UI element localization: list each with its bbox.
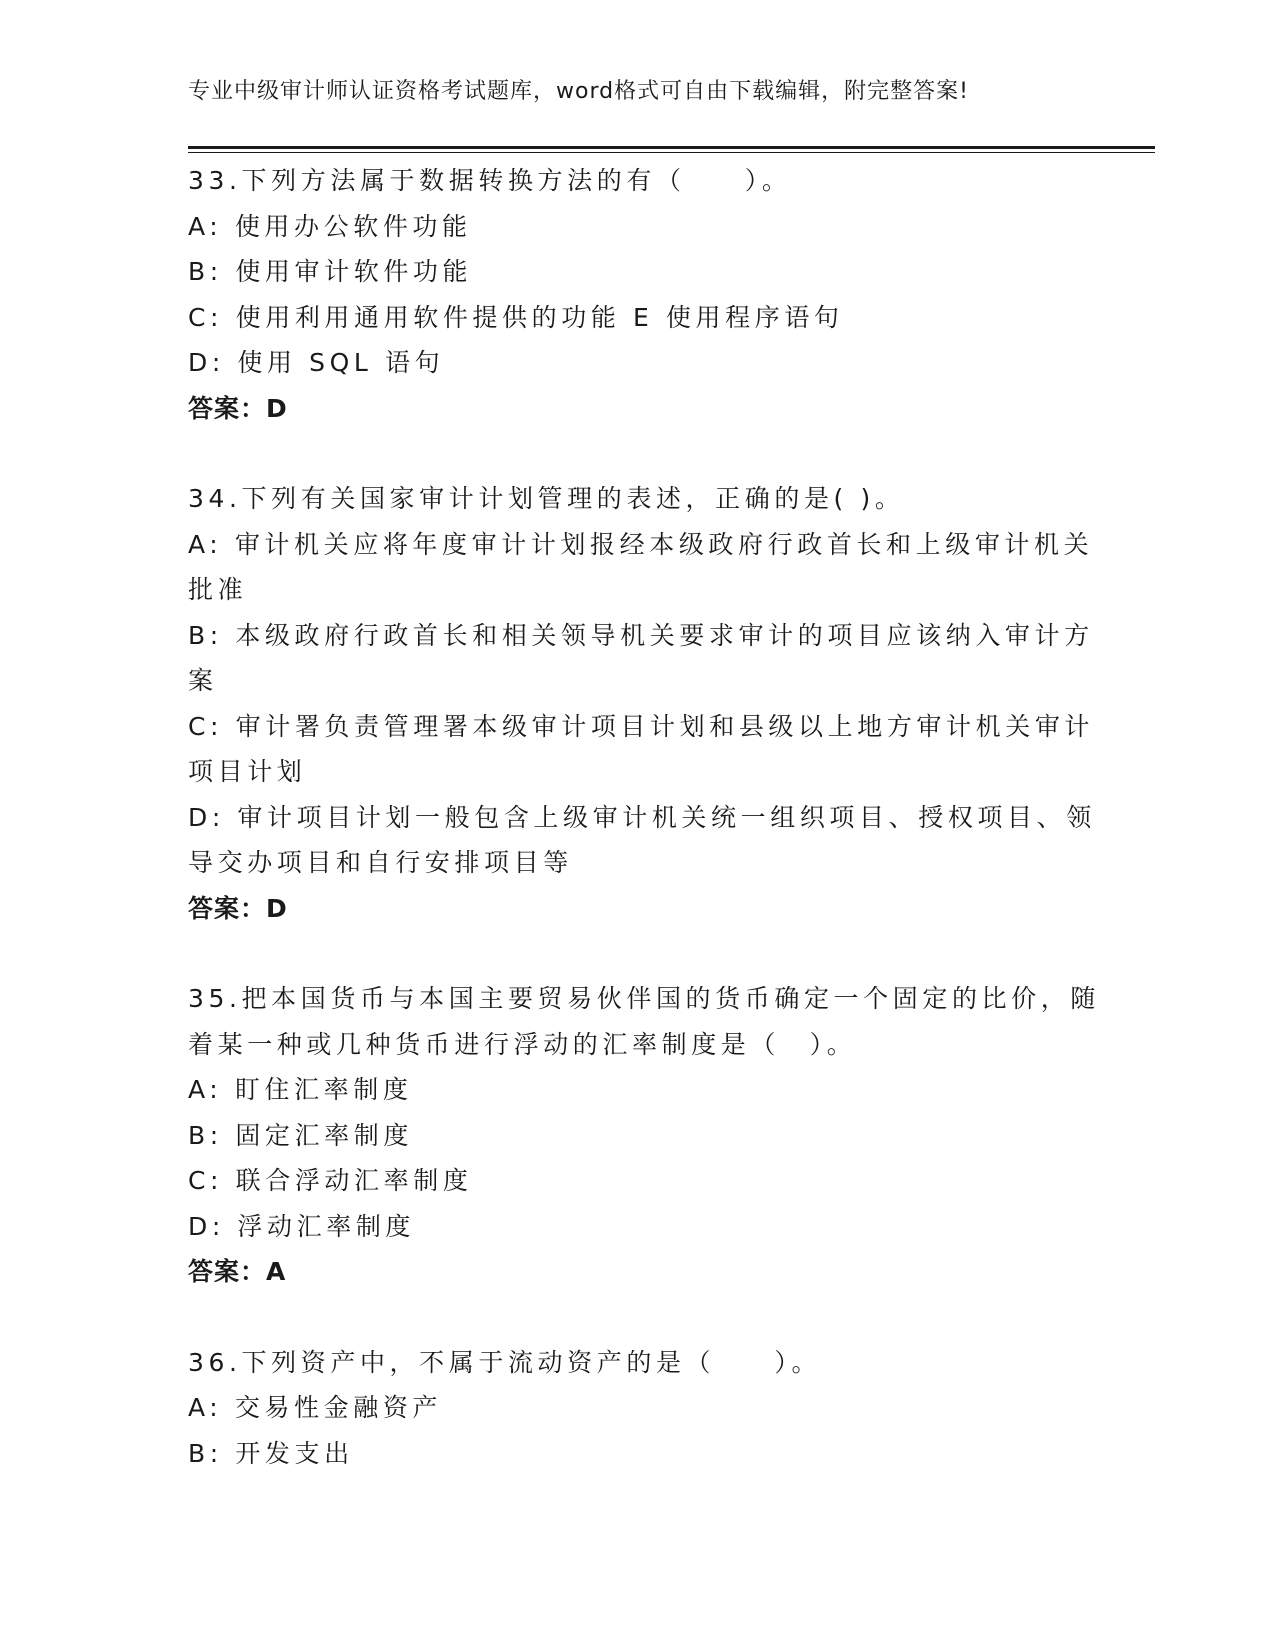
question-36 <box>188 1340 1088 1477</box>
option-a: A: 交易性金融资产 <box>188 1393 443 1422</box>
question-stem: 35.把本国货币与本国主要贸易伙伴国的货币确定一个固定的比价，随 <box>188 984 1100 1013</box>
question-stem-continued: 着某一种或几种货币进行浮动的汇率制度是（ ）。 <box>188 1029 857 1059</box>
question-stem: 36.下列资产中，不属于流动资产的是（ ）。 <box>188 1347 822 1377</box>
option-a: A: 盯住汇率制度 <box>188 1075 413 1104</box>
header-text: 专业中级审计师认证资格考试题库，word格式可自由下载编辑，附完整答案! <box>188 79 969 104</box>
option-b-continued: 案 <box>188 666 218 695</box>
header-rule-thick <box>188 146 1155 149</box>
option-a: A: 使用办公软件功能 <box>188 211 472 241</box>
option-b: B: 开发支出 <box>188 1438 354 1468</box>
question-35 <box>188 976 1100 1295</box>
option-b: B: 使用审计软件功能 <box>188 257 473 286</box>
option-b: B: 固定汇率制度 <box>188 1120 413 1150</box>
option-d: D: 审计项目计划一般包含上级审计机关统一组织项目、授权项目、领 <box>188 802 1096 832</box>
option-c: C: 使用利用通用软件提供的功能 E 使用程序语句 <box>188 302 844 332</box>
option-a-continued: 批准 <box>188 575 248 604</box>
option-d: D: 浮动汇率制度 <box>188 1211 416 1241</box>
option-d-continued: 导交办项目和自行安排项目等 <box>188 848 573 877</box>
question-34 <box>188 476 1096 931</box>
question-stem: 33.下列方法属于数据转换方法的有（ ）。 <box>188 166 792 195</box>
question-list <box>188 158 1100 1521</box>
option-d: D: 使用 SQL 语句 <box>188 348 445 377</box>
answer: 答案：D <box>188 393 288 423</box>
option-b: B: 本级政府行政首长和相关领导机关要求审计的项目应该纳入审计方 <box>188 620 1094 650</box>
header-rule-thin <box>188 152 1155 153</box>
option-a: A: 审计机关应将年度审计计划报经本级政府行政首长和上级审计机关 <box>188 529 1094 559</box>
question-stem: 34.下列有关国家审计计划管理的表述，正确的是( )。 <box>188 484 905 513</box>
question-33 <box>188 158 1088 431</box>
answer: 答案：D <box>188 893 288 923</box>
option-c-continued: 项目计划 <box>188 757 307 786</box>
option-c: C: 审计署负责管理署本级审计项目计划和县级以上地方审计机关审计 <box>188 711 1095 741</box>
answer: 答案：A <box>188 1257 287 1286</box>
option-c: C: 联合浮动汇率制度 <box>188 1166 473 1195</box>
